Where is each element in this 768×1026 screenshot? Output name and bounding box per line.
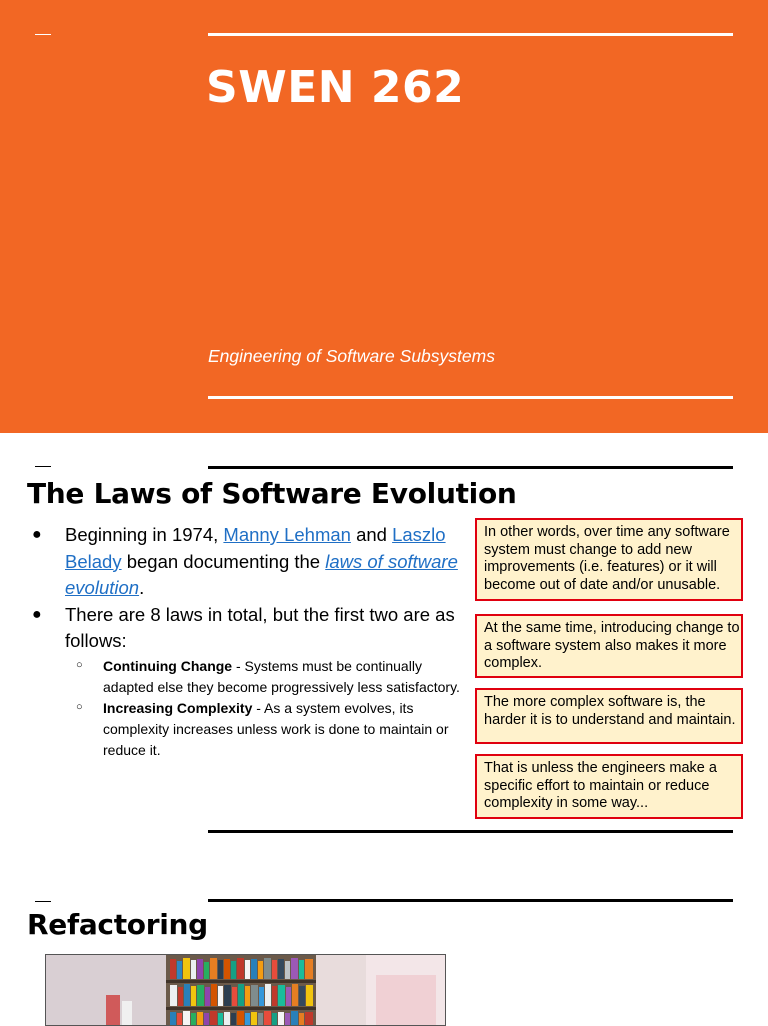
top-rule [208,33,733,36]
bullet-text: There are 8 laws in total, but the first two are as follows: [65,603,455,651]
slide-dash-mark [35,901,51,902]
link-laws-of-software-evolution[interactable]: laws of software evolution [65,550,458,598]
slide-dash-mark [35,466,51,467]
bullet-item [32,602,464,655]
bullet-text: and [350,524,393,545]
top-rule [208,899,733,902]
bullet-text: . [139,577,145,598]
law-term: Increasing Complexity [103,699,253,716]
link-laszlo-belady[interactable]: Laszlo Belady [65,524,446,572]
law-description: - As a system evolves, its complexity increases unless work is done to maintain or reduce it. [103,699,449,758]
bottom-rule [208,396,733,399]
hollow-bullet-icon: ○ [76,658,83,671]
slide-heading: Refactoring [27,908,208,941]
title-slide[interactable] [0,0,768,433]
top-rule [208,466,733,469]
bullet-text: Beginning in 1974, [65,524,224,545]
bullet-dot-icon: ● [32,605,42,623]
slide-heading: The Laws of Software Evolution [27,477,517,510]
bullet-dot-icon: ● [32,526,42,543]
callout-note: The more complex software is, the harder it is to understand and maintain. [475,688,743,744]
hollow-bullet-icon: ○ [76,700,83,713]
sub-bullet-item [70,656,464,698]
link-manny-lehman[interactable]: Manny Lehman [223,524,351,545]
slide-dash-mark [35,34,51,35]
sub-bullet-item [70,698,464,761]
bookshelf-photo [45,954,446,1026]
law-term: Continuing Change [103,657,233,674]
law-description: - Systems must be continually adapted else they become progressively less satisfactory. [103,657,460,695]
laws-slide[interactable] [0,433,768,873]
bullet-item [32,522,464,602]
sub-bullet-list [70,656,464,761]
callout-note: That is unless the engineers make a specific effort to maintain or reduce complexity in some way... [475,754,743,819]
bullet-text: began documenting the [121,550,326,572]
bullet-list [32,522,464,761]
refactoring-slide[interactable] [0,873,768,1024]
slide-title: SWEN 262 [206,62,465,113]
slide-subtitle: Engineering of Software Subsystems [208,346,495,366]
callout-note: In other words, over time any software system must change to add new improvements (i.e. features) or it will become out of date and/or unusable. [475,518,743,601]
callout-note: At the same time, introducing change to a software system also makes it more complex. [475,614,743,678]
bottom-rule [208,830,733,833]
